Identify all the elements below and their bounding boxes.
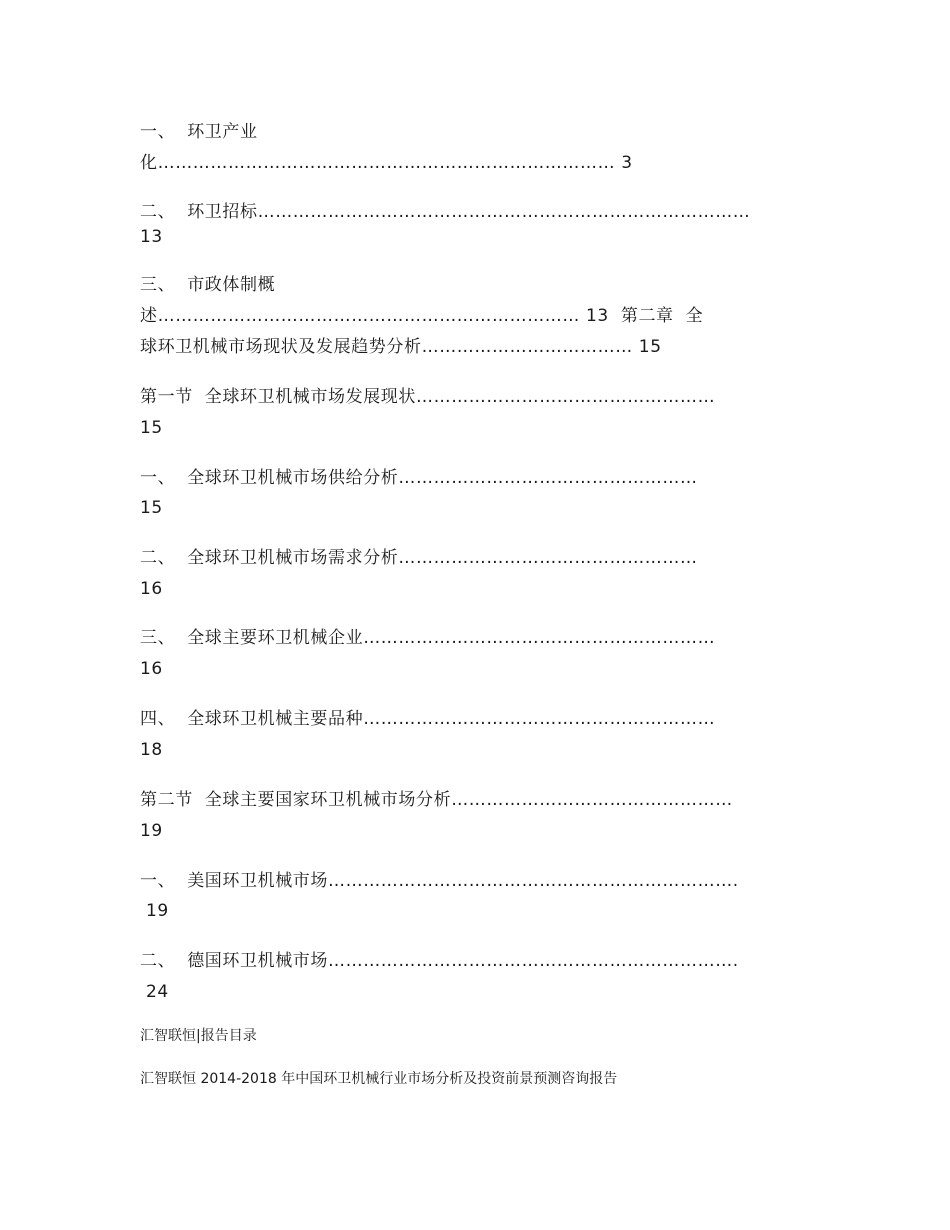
toc-line: 第一节 全球环卫机械市场发展现状…………………………………………… <box>140 387 716 407</box>
toc-page-number: 16 <box>140 579 163 599</box>
toc-page-number: 15 <box>140 498 163 518</box>
toc-line: 化…………………………………………………………………… 3 <box>140 153 633 173</box>
toc-page-number: 15 <box>140 418 163 438</box>
toc-line: 述……………………………………………………………… 13 第二章 全 <box>140 306 704 326</box>
toc-page-number: 16 <box>140 659 163 679</box>
footer-report-title: 汇智联恒 2014-2018 年中国环卫机械行业市场分析及投资前景预测咨询报告 <box>140 1071 618 1087</box>
toc-line: 二、 环卫招标………………………………………………………………………… <box>140 202 751 222</box>
toc-line: 三、 全球主要环卫机械企业…………………………………………………… <box>140 628 716 648</box>
toc-page-number: 24 <box>140 982 169 1002</box>
toc-line: 三、 市政体制概 <box>140 275 276 295</box>
toc-page-number: 19 <box>140 821 163 841</box>
toc-page-number: 18 <box>140 740 163 760</box>
toc-page-number: 19 <box>140 901 169 921</box>
toc-line: 二、 全球环卫机械市场需求分析…………………………………………… <box>140 548 698 568</box>
toc-line: 球环卫机械市场现状及发展趋势分析……………………………… 15 <box>140 337 662 357</box>
toc-line: 一、 全球环卫机械市场供给分析…………………………………………… <box>140 468 698 488</box>
toc-line: 第二节 全球主要国家环卫机械市场分析………………………………………… <box>140 790 733 810</box>
toc-line: 一、 环卫产业 <box>140 122 258 142</box>
toc-line: 二、 德国环卫机械市场……………………………………………………………. <box>140 951 739 971</box>
toc-line: 四、 全球环卫机械主要品种…………………………………………………… <box>140 709 716 729</box>
toc-page-number: 13 <box>140 227 163 247</box>
footer-header-label: 汇智联恒|报告目录 <box>140 1028 257 1044</box>
toc-line: 一、 美国环卫机械市场……………………………………………………………. <box>140 871 739 891</box>
